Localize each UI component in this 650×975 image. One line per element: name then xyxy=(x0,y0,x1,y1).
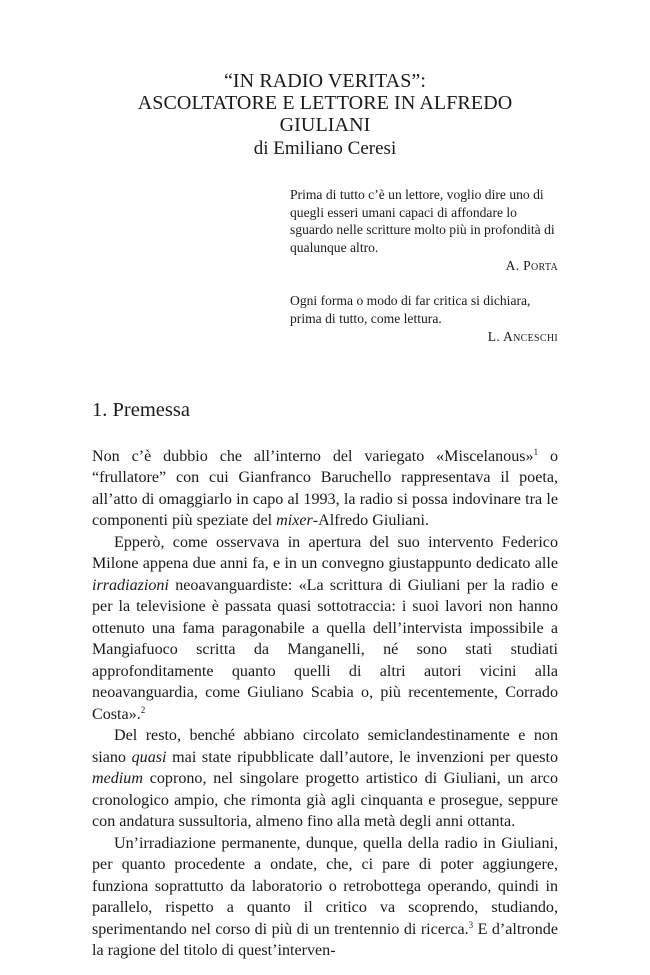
body-text xyxy=(92,446,558,962)
text-run: mai state ripubblicate dall’autore, le invenzioni per questo xyxy=(166,748,558,766)
text-run: neoavanguardiste: «La scrittura di Giuliani per la radio e per la televisione è passata quasi sottotraccia: i suoi lavori non hanno ottenuto una fama paragonabile a quella dell’intervista impossibile a Mangiafuoco scritta da Manganelli, né sono stati studiati approfonditamente quanto quelli di altri autori vicini alla neoavanguardia, come Giuliano Scabia o, più recentemente, Corrado Costa». xyxy=(92,576,558,723)
section-heading: 1. Premessa xyxy=(92,398,190,421)
epigraph-attribution: L. Anceschi xyxy=(487,329,558,345)
footnote-ref-1: 1 xyxy=(533,446,539,457)
article-author: di Emiliano Ceresi xyxy=(253,138,397,159)
text-run: Non c’è dubbio che all’interno del variegato «Miscelanous» xyxy=(92,447,534,465)
paragraph-1 xyxy=(92,446,558,532)
footnote-ref-3: 3 xyxy=(468,919,474,930)
epigraph-attribution: A. Porta xyxy=(505,258,558,274)
italic-term: medium xyxy=(92,770,143,788)
article-title-line-2: ASCOLTATORE E LETTORE IN ALFREDO GIULIANI xyxy=(137,92,513,136)
footnote-ref-2: 2 xyxy=(140,704,146,715)
epigraph-text: Prima di tutto c’è un lettore, voglio dire uno di quegli esseri umani capaci di affondare lo sguardo nelle scritture molto più in profondità di qualunque altro. xyxy=(290,187,555,255)
text-run: Del resto, benché abbiano circolato semiclandestinamente e non siano xyxy=(92,727,558,766)
epigraph-text: Ogni forma o modo di far critica si dichiara, prima di tutto, come lettura. xyxy=(290,292,531,326)
article-page xyxy=(92,70,558,962)
text-run: coprono, nel singolare progetto artistico di Giuliani, un arco cronologico ampio, che rimonta già agli cinquanta e prosegue, seppure con andatura sussultoria, almeno fino alla metà degli anni ottanta. xyxy=(92,770,558,831)
article-title-block xyxy=(92,70,558,160)
text-run: Un’irradiazione permanente, dunque, quella della radio in Giuliani, per quanto procedente a ondate, che, ci pare di poter aggiungere, funziona soprattutto da laboratorio o retrobottega operando, quindi in parallelo, rispetto a quanto il critico va scoprendo, studiando, sperimentando nel corso di più di un trentennio di ricerca. xyxy=(92,834,558,938)
text-run: E d’altronde la ragione del titolo di quest’interven- xyxy=(92,920,559,960)
article-title-line-1: “IN RADIO VERITAS”: xyxy=(223,70,427,92)
text-run: -Alfredo Giuliani. xyxy=(312,512,429,530)
italic-term: quasi xyxy=(131,748,167,766)
paragraph-4 xyxy=(92,833,558,962)
epigraph-anceschi xyxy=(290,292,558,346)
text-run: Epperò, come osservava in apertura del suo intervento Federico Milone appena due anni fa, e in un convegno giustappunto dedicato alle xyxy=(92,533,558,573)
italic-term: irradiazioni xyxy=(92,576,169,594)
text-run: o “frullatore” con cui Gianfranco Baruchello rappresentava il poeta, all’atto di omaggiarlo in capo al 1993, la radio si possa indovinare tra le componenti più speziate del xyxy=(92,447,558,530)
italic-term: mixer xyxy=(276,512,313,530)
paragraph-3 xyxy=(92,725,558,833)
epigraph-porta xyxy=(290,186,558,275)
paragraph-2 xyxy=(92,532,558,726)
